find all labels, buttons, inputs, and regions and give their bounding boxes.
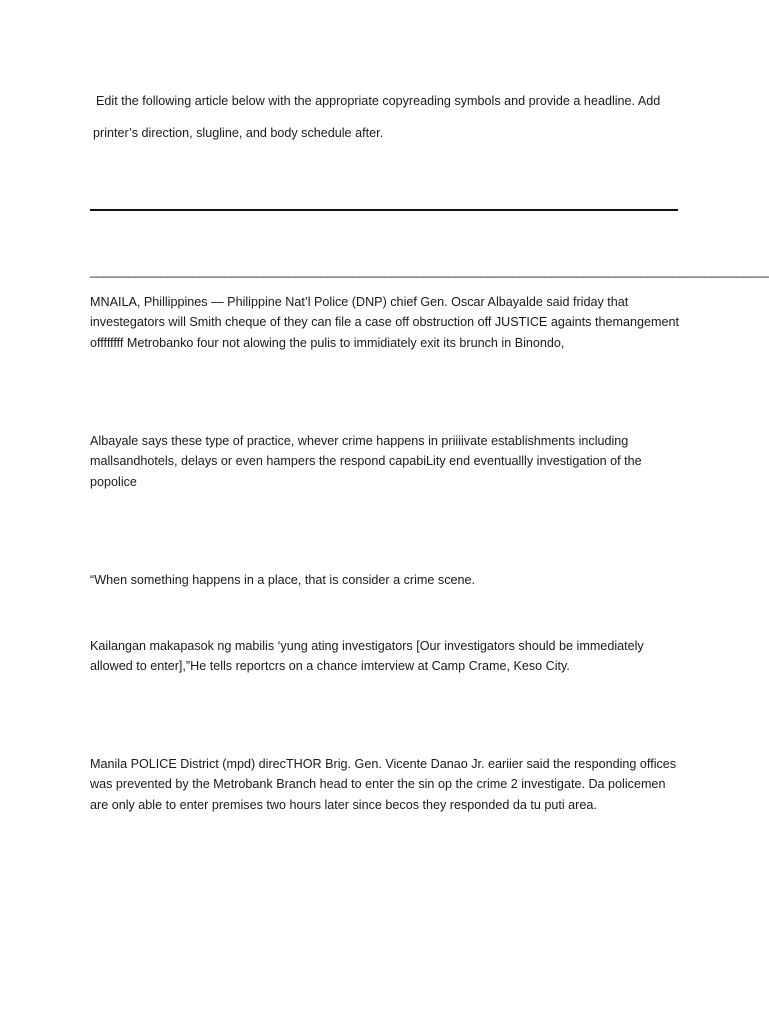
underscore-rule: __________________________________________________________________________________________________________ bbox=[90, 264, 769, 278]
instruction-line-1: Edit the following article below with the appropriate copyreading symbols and provide a headline. Add bbox=[96, 94, 661, 108]
article-paragraph-3: “When something happens in a place, that is consider a crime scene. bbox=[90, 573, 476, 587]
article-paragraph-2: Albayale says these type of practice, whever crime happens in priiiivate establishments including mallsandhotels, delays or even hampers the respond capabiLity end eventuallly investigation of the popolice bbox=[90, 434, 642, 489]
instruction-line-2: printer’s direction, slugline, and body schedule after. bbox=[93, 126, 384, 140]
article-paragraph-1: MNAILA, Phillippines — Philippine Nat’l Police (DNP) chief Gen. Oscar Albayalde said friday that investegators will Smith cheque of they can file a case off obstruction off JUSTICE againts themangement offffffff Metrobanko four not alowing the pulis to immidiately exit its brunch in Binondo, bbox=[90, 295, 679, 350]
article-paragraph-4: Kailangan makapasok ng mabilis ‘yung ating investigators [Our investigators should be immediately allowed to enter],”He tells reportcrs on a chance imterview at Camp Crame, Keso City. bbox=[90, 639, 644, 674]
article-paragraph-5: Manila POLICE District (mpd) direcTHOR Brig. Gen. Vicente Danao Jr. eariier said the responding offices was prevented by the Metrobank Branch head to enter the sin op the crime 2 investigate. Da policemen are only able to enter premises two hours later since becos they responded da tu puti area. bbox=[90, 757, 677, 812]
horizontal-rule bbox=[90, 209, 678, 211]
